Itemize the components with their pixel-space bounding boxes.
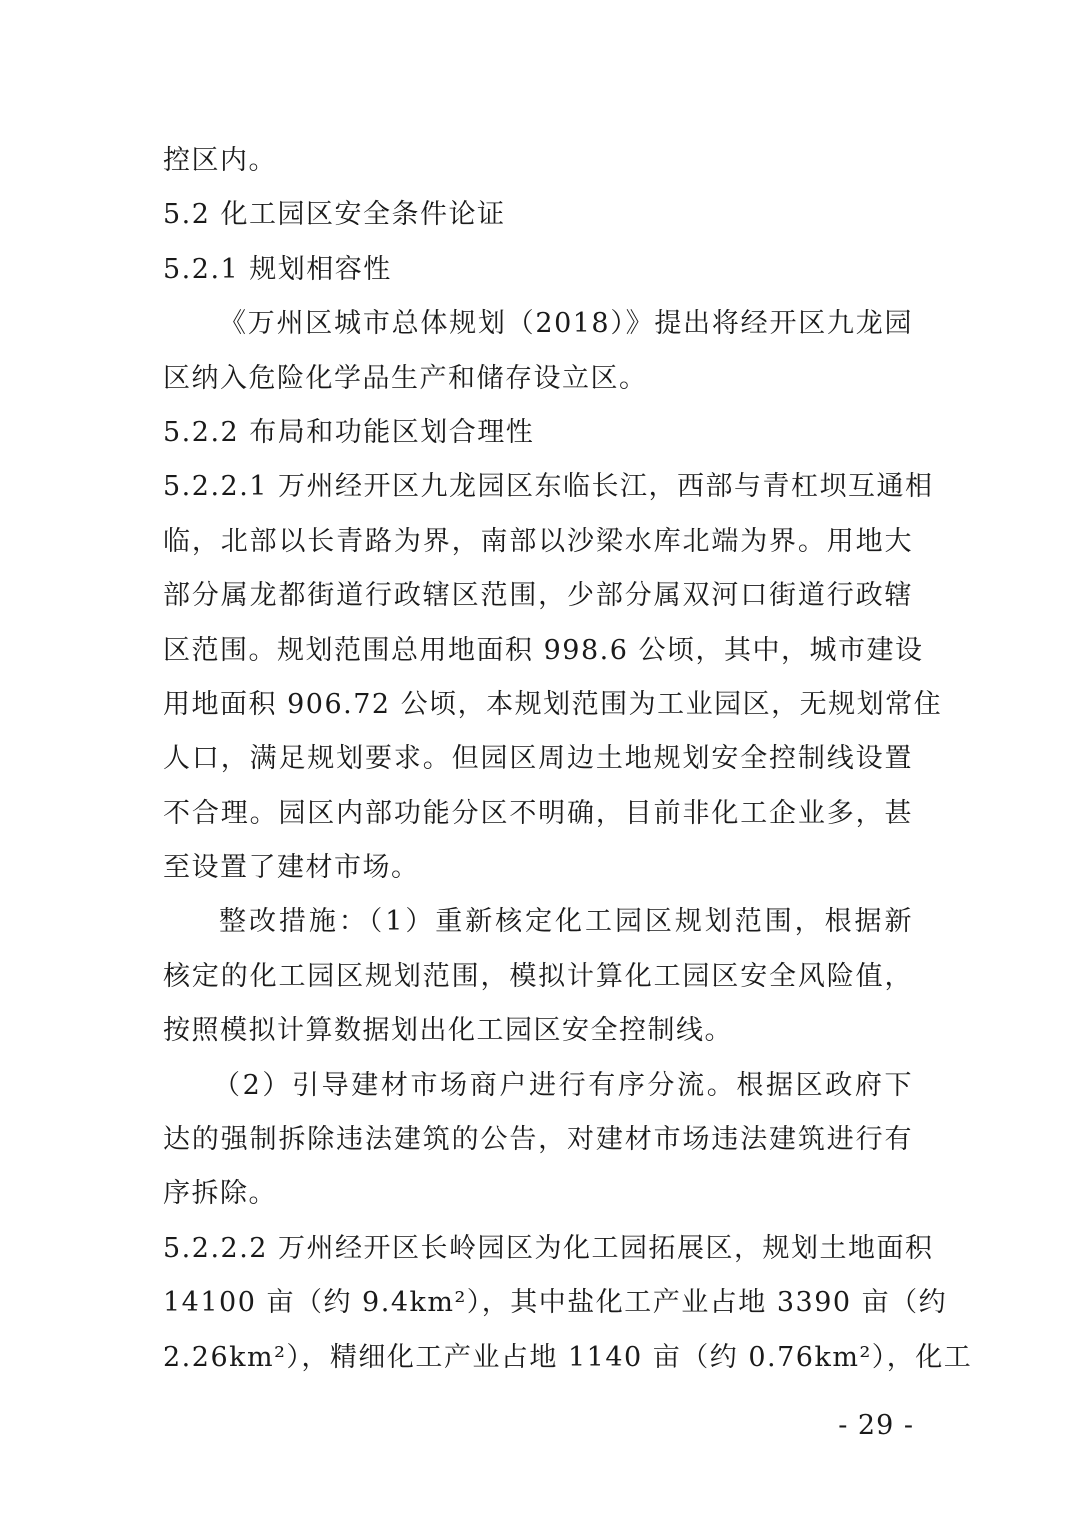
text-line: 临，北部以长青路为界，南部以沙梁水库北端为界。用地大 bbox=[163, 525, 913, 557]
section-heading-5-2-2: 5.2.2 布局和功能区划合理性 bbox=[163, 416, 535, 448]
text-line: 14100 亩（约 9.4km²），其中盐化工产业占地 3390 亩（约 bbox=[163, 1287, 948, 1319]
text-line: 《万州区城市总体规划（2018）》提出将经开区九龙园 bbox=[219, 308, 913, 340]
text-line: 达的强制拆除违法建筑的公告，对建材市场违法建筑进行有 bbox=[163, 1124, 913, 1156]
text-line: 控区内。 bbox=[163, 145, 277, 176]
text-line: 2.26km²），精细化工产业占地 1140 亩（约 0.76km²），化工 bbox=[163, 1341, 973, 1373]
text-line: 人口，满足规划要求。但园区周边土地规划安全控制线设置 bbox=[163, 743, 913, 775]
text-line: 部分属龙都街道行政辖区范围，少部分属双河口街道行政辖 bbox=[163, 580, 913, 612]
text-line: 序拆除。 bbox=[163, 1178, 277, 1210]
text-line: 不合理。园区内部功能分区不明确，目前非化工企业多，甚 bbox=[163, 797, 913, 829]
text-line: （2）引导建材市场商户进行有序分流。根据区政府下 bbox=[213, 1069, 913, 1101]
section-heading-5-2: 5.2 化工园区安全条件论证 bbox=[163, 199, 506, 231]
document-body bbox=[163, 134, 973, 1385]
text-line: 按照模拟计算数据划出化工园区安全控制线。 bbox=[163, 1015, 733, 1047]
text-line: 至设置了建材市场。 bbox=[163, 852, 420, 884]
text-line: 区纳入危险化学品生产和储存设立区。 bbox=[163, 362, 648, 394]
text-line: 区范围。规划范围总用地面积 998.6 公顷，其中，城市建设 bbox=[163, 634, 924, 666]
text-line: 5.2.2.2 万州经开区长岭园区为化工园拓展区，规划土地面积 bbox=[163, 1232, 934, 1264]
section-heading-5-2-1: 5.2.1 规划相容性 bbox=[163, 253, 392, 285]
text-line: 整改措施：（1）重新核定化工园区规划范围，根据新 bbox=[219, 906, 913, 938]
text-line: 用地面积 906.72 公顷，本规划范围为工业园区，无规划常住 bbox=[163, 688, 943, 720]
text-line: 5.2.2.1 万州经开区九龙园区东临长江，西部与青杠坝互通相 bbox=[163, 471, 934, 503]
page-number: - 29 - bbox=[838, 1410, 914, 1441]
text-line: 核定的化工园区规划范围，模拟计算化工园区安全风险值， bbox=[163, 960, 913, 992]
